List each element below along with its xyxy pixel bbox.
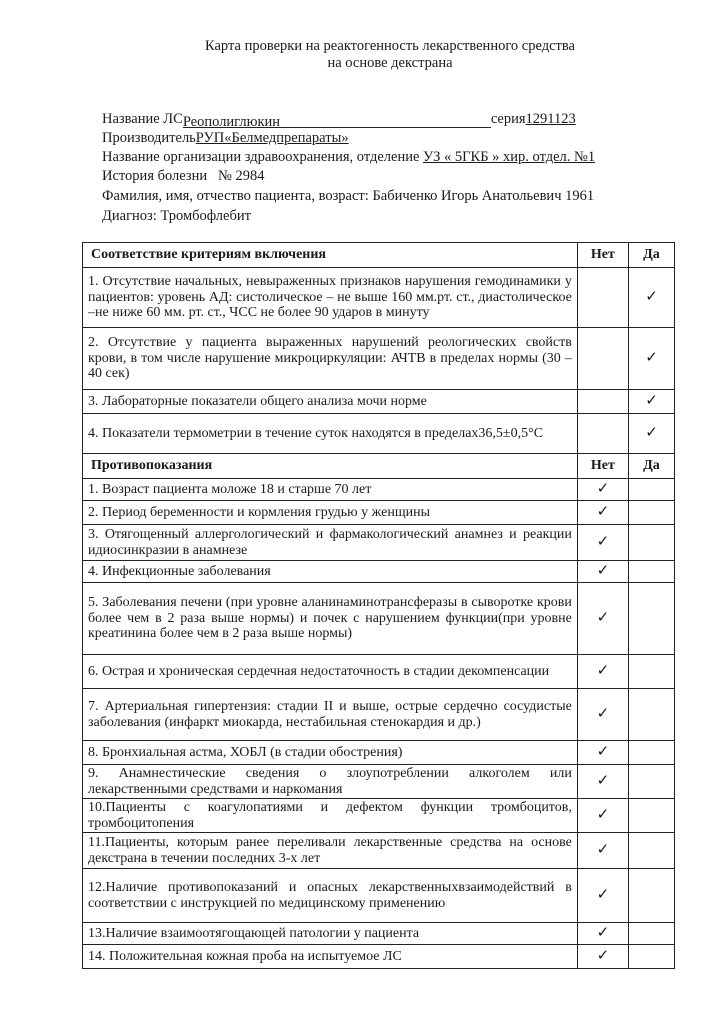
checkmark-icon: ✓ — [596, 503, 610, 520]
manufacturer-value: РУП«Белмедпрепараты» — [195, 130, 349, 146]
checkmark-icon: ✓ — [596, 662, 610, 679]
contra-row — [83, 869, 675, 923]
inclusion-row — [83, 414, 675, 454]
history-line — [102, 167, 264, 185]
yes-column-header: Да — [628, 454, 674, 479]
contra-row — [83, 833, 675, 869]
contra-criterion-text: 13.Наличие взаимоотягощающей патологии у пациента — [83, 923, 578, 945]
contra-yes-cell — [628, 525, 674, 561]
inclusion-section-title: Соответствие критериям включения — [83, 243, 578, 268]
patient-line — [102, 187, 594, 205]
inclusion-no-cell — [577, 414, 628, 454]
inclusion-no-cell — [577, 328, 628, 390]
checkmark-icon: ✓ — [596, 480, 610, 497]
checkmark-icon: ✓ — [596, 743, 610, 760]
contra-criterion-text: 7. Артериальная гипертензия: стадии II и выше, острые сердечно сосудистые заболевания (инфаркт миокарда, нестабильная стенокардия и др.) — [83, 689, 578, 741]
checkmark-icon: ✓ — [645, 349, 658, 366]
checkmark-icon: ✓ — [596, 562, 610, 579]
checkmark-icon: ✓ — [596, 772, 610, 789]
contra-row — [83, 799, 675, 833]
contra-row — [83, 765, 675, 799]
contra-no-cell — [577, 525, 628, 561]
yes-column-header: Да — [628, 243, 674, 268]
patient-value: Бабиченко Игорь Анатольевич 1961 — [372, 188, 595, 204]
contra-criterion-text: 8. Бронхиальная астма, ХОБЛ (в стадии обострения) — [83, 741, 578, 765]
criteria-table-body — [83, 243, 675, 969]
checkmark-icon: ✓ — [596, 533, 610, 550]
no-column-header: Нет — [577, 454, 628, 479]
contra-criterion-text: 14. Положительная кожная проба на испытуемое ЛС — [83, 945, 578, 969]
contra-yes-cell — [628, 923, 674, 945]
inclusion-criterion-text: 1. Отсутствие начальных, невыраженных признаков нарушения гемодинамики у пациентов: уровень АД: систолическое – не выше 160 мм.рт. ст., диастолическое –не ниже 60 мм. рт. ст., ЧСС не более 90 ударов в минуту — [83, 268, 578, 328]
contra-row — [83, 741, 675, 765]
manufacturer-label: Производитель — [102, 130, 196, 146]
contra-no-cell — [577, 765, 628, 799]
contra-yes-cell — [628, 583, 674, 655]
diagnosis-value: Тромбофлебит — [160, 208, 251, 224]
checkmark-icon: ✓ — [596, 609, 610, 626]
contra-no-cell — [577, 583, 628, 655]
contra-criterion-text: 2. Период беременности и кормления грудью у женщины — [83, 501, 578, 525]
checkmark-icon: ✓ — [596, 806, 610, 823]
contra-criterion-text: 4. Инфекционные заболевания — [83, 561, 578, 583]
contra-no-cell — [577, 869, 628, 923]
contra-yes-cell — [628, 561, 674, 583]
contra-row — [83, 501, 675, 525]
document-title — [130, 38, 650, 72]
contra-no-cell — [577, 689, 628, 741]
contra-criterion-text: 10.Пациенты с коагулопатиями и дефектом функции тромбоцитов, тромбоцитопения — [83, 799, 578, 833]
contra-no-cell — [577, 945, 628, 969]
no-column-header: Нет — [577, 243, 628, 268]
contra-yes-cell — [628, 799, 674, 833]
checkmark-icon: ✓ — [645, 392, 658, 409]
checkmark-icon: ✓ — [645, 288, 658, 305]
inclusion-criterion-text: 2. Отсутствие у пациента выраженных нарушений реологических свойств крови, в том числе нарушение микроциркуляции: АЧТВ в пределах нормы (30 – 40 сек) — [83, 328, 578, 390]
contra-no-cell — [577, 501, 628, 525]
contra-no-cell — [577, 923, 628, 945]
title-line-2: на основе декстрана — [327, 55, 453, 71]
inclusion-yes-cell — [628, 390, 674, 414]
inclusion-row — [83, 390, 675, 414]
organization-label: Название организации здравоохранения, отделение — [102, 149, 420, 165]
manufacturer-line — [102, 129, 349, 147]
contra-row — [83, 525, 675, 561]
contra-row — [83, 561, 675, 583]
drug-name-label: Название ЛС — [102, 111, 183, 127]
contra-row — [83, 583, 675, 655]
contra-yes-cell — [628, 479, 674, 501]
contra-yes-cell — [628, 501, 674, 525]
inclusion-criterion-text: 3. Лабораторные показатели общего анализа мочи норме — [83, 390, 578, 414]
contra-criterion-text: 12.Наличие противопоказаний и опасных лекарственныхвзаимодействий в соответствии с инструкцией по медицинскому применению — [83, 869, 578, 923]
contra-row — [83, 945, 675, 969]
history-value: № 2984 — [218, 168, 265, 184]
checkmark-icon: ✓ — [596, 841, 610, 858]
inclusion-yes-cell — [628, 268, 674, 328]
contra-no-cell — [577, 741, 628, 765]
diagnosis-line — [102, 207, 251, 225]
contra-yes-cell — [628, 869, 674, 923]
patient-label: Фамилия, имя, отчество пациента, возраст: — [102, 188, 369, 204]
contraindications-section-title: Противопоказания — [83, 454, 578, 479]
inclusion-yes-cell — [628, 328, 674, 390]
title-line-1: Карта проверки на реактогенность лекарственного средства — [205, 38, 575, 54]
inclusion-row — [83, 328, 675, 390]
contra-yes-cell — [628, 689, 674, 741]
checkmark-icon: ✓ — [596, 886, 610, 903]
contra-no-cell — [577, 655, 628, 689]
inclusion-header-row — [83, 243, 675, 268]
series-label: серия — [490, 111, 526, 127]
contra-criterion-text: 3. Отягощенный аллергологический и фармакологический анамнез и реакции идиосинкразии в анамнезе — [83, 525, 578, 561]
contra-row — [83, 479, 675, 501]
series-value: 1291123 — [525, 111, 576, 127]
contra-criterion-text: 9. Анамнестические сведения о злоупотреблении алкоголем или лекарственными средствами и наркомания — [83, 765, 578, 799]
contra-yes-cell — [628, 655, 674, 689]
contra-row — [83, 923, 675, 945]
checkmark-icon: ✓ — [596, 947, 610, 964]
contra-criterion-text: 6. Острая и хроническая сердечная недостаточность в стадии декомпенсации — [83, 655, 578, 689]
drug-name-line — [102, 110, 576, 128]
drug-name-field: Реополиглюкин — [183, 113, 491, 128]
contra-no-cell — [577, 833, 628, 869]
inclusion-yes-cell — [628, 414, 674, 454]
contra-no-cell — [577, 799, 628, 833]
inclusion-row — [83, 268, 675, 328]
contraindications-header-row — [83, 454, 675, 479]
inclusion-no-cell — [577, 268, 628, 328]
contra-yes-cell — [628, 833, 674, 869]
checkmark-icon: ✓ — [596, 705, 610, 722]
contra-yes-cell — [628, 765, 674, 799]
contra-no-cell — [577, 479, 628, 501]
history-label: История болезни — [102, 168, 208, 184]
inclusion-criterion-text: 4. Показатели термометрии в течение суток находятся в пределах36,5±0,5°С — [83, 414, 578, 454]
contra-criterion-text: 11.Пациенты, которым ранее переливали лекарственные средства на основе декстрана в течении последних 3-х лет — [83, 833, 578, 869]
organization-line — [102, 148, 595, 166]
inclusion-no-cell — [577, 390, 628, 414]
contra-criterion-text: 5. Заболевания печени (при уровне аланинаминотрансферазы в сыворотке крови более чем в 2 раза выше нормы) и почек с нарушением функции(при уровне креатинина более чем в 2 раза выше нормы) — [83, 583, 578, 655]
organization-value: УЗ « 5ГКБ » хир. отдел. №1 — [423, 149, 596, 165]
checkmark-icon: ✓ — [596, 924, 610, 941]
contra-row — [83, 655, 675, 689]
contra-criterion-text: 1. Возраст пациента моложе 18 и старше 70 лет — [83, 479, 578, 501]
contra-yes-cell — [628, 741, 674, 765]
criteria-table — [82, 242, 675, 969]
contra-no-cell — [577, 561, 628, 583]
checkmark-icon: ✓ — [645, 424, 658, 441]
diagnosis-label: Диагноз: — [102, 208, 157, 224]
contra-row — [83, 689, 675, 741]
contra-yes-cell — [628, 945, 674, 969]
